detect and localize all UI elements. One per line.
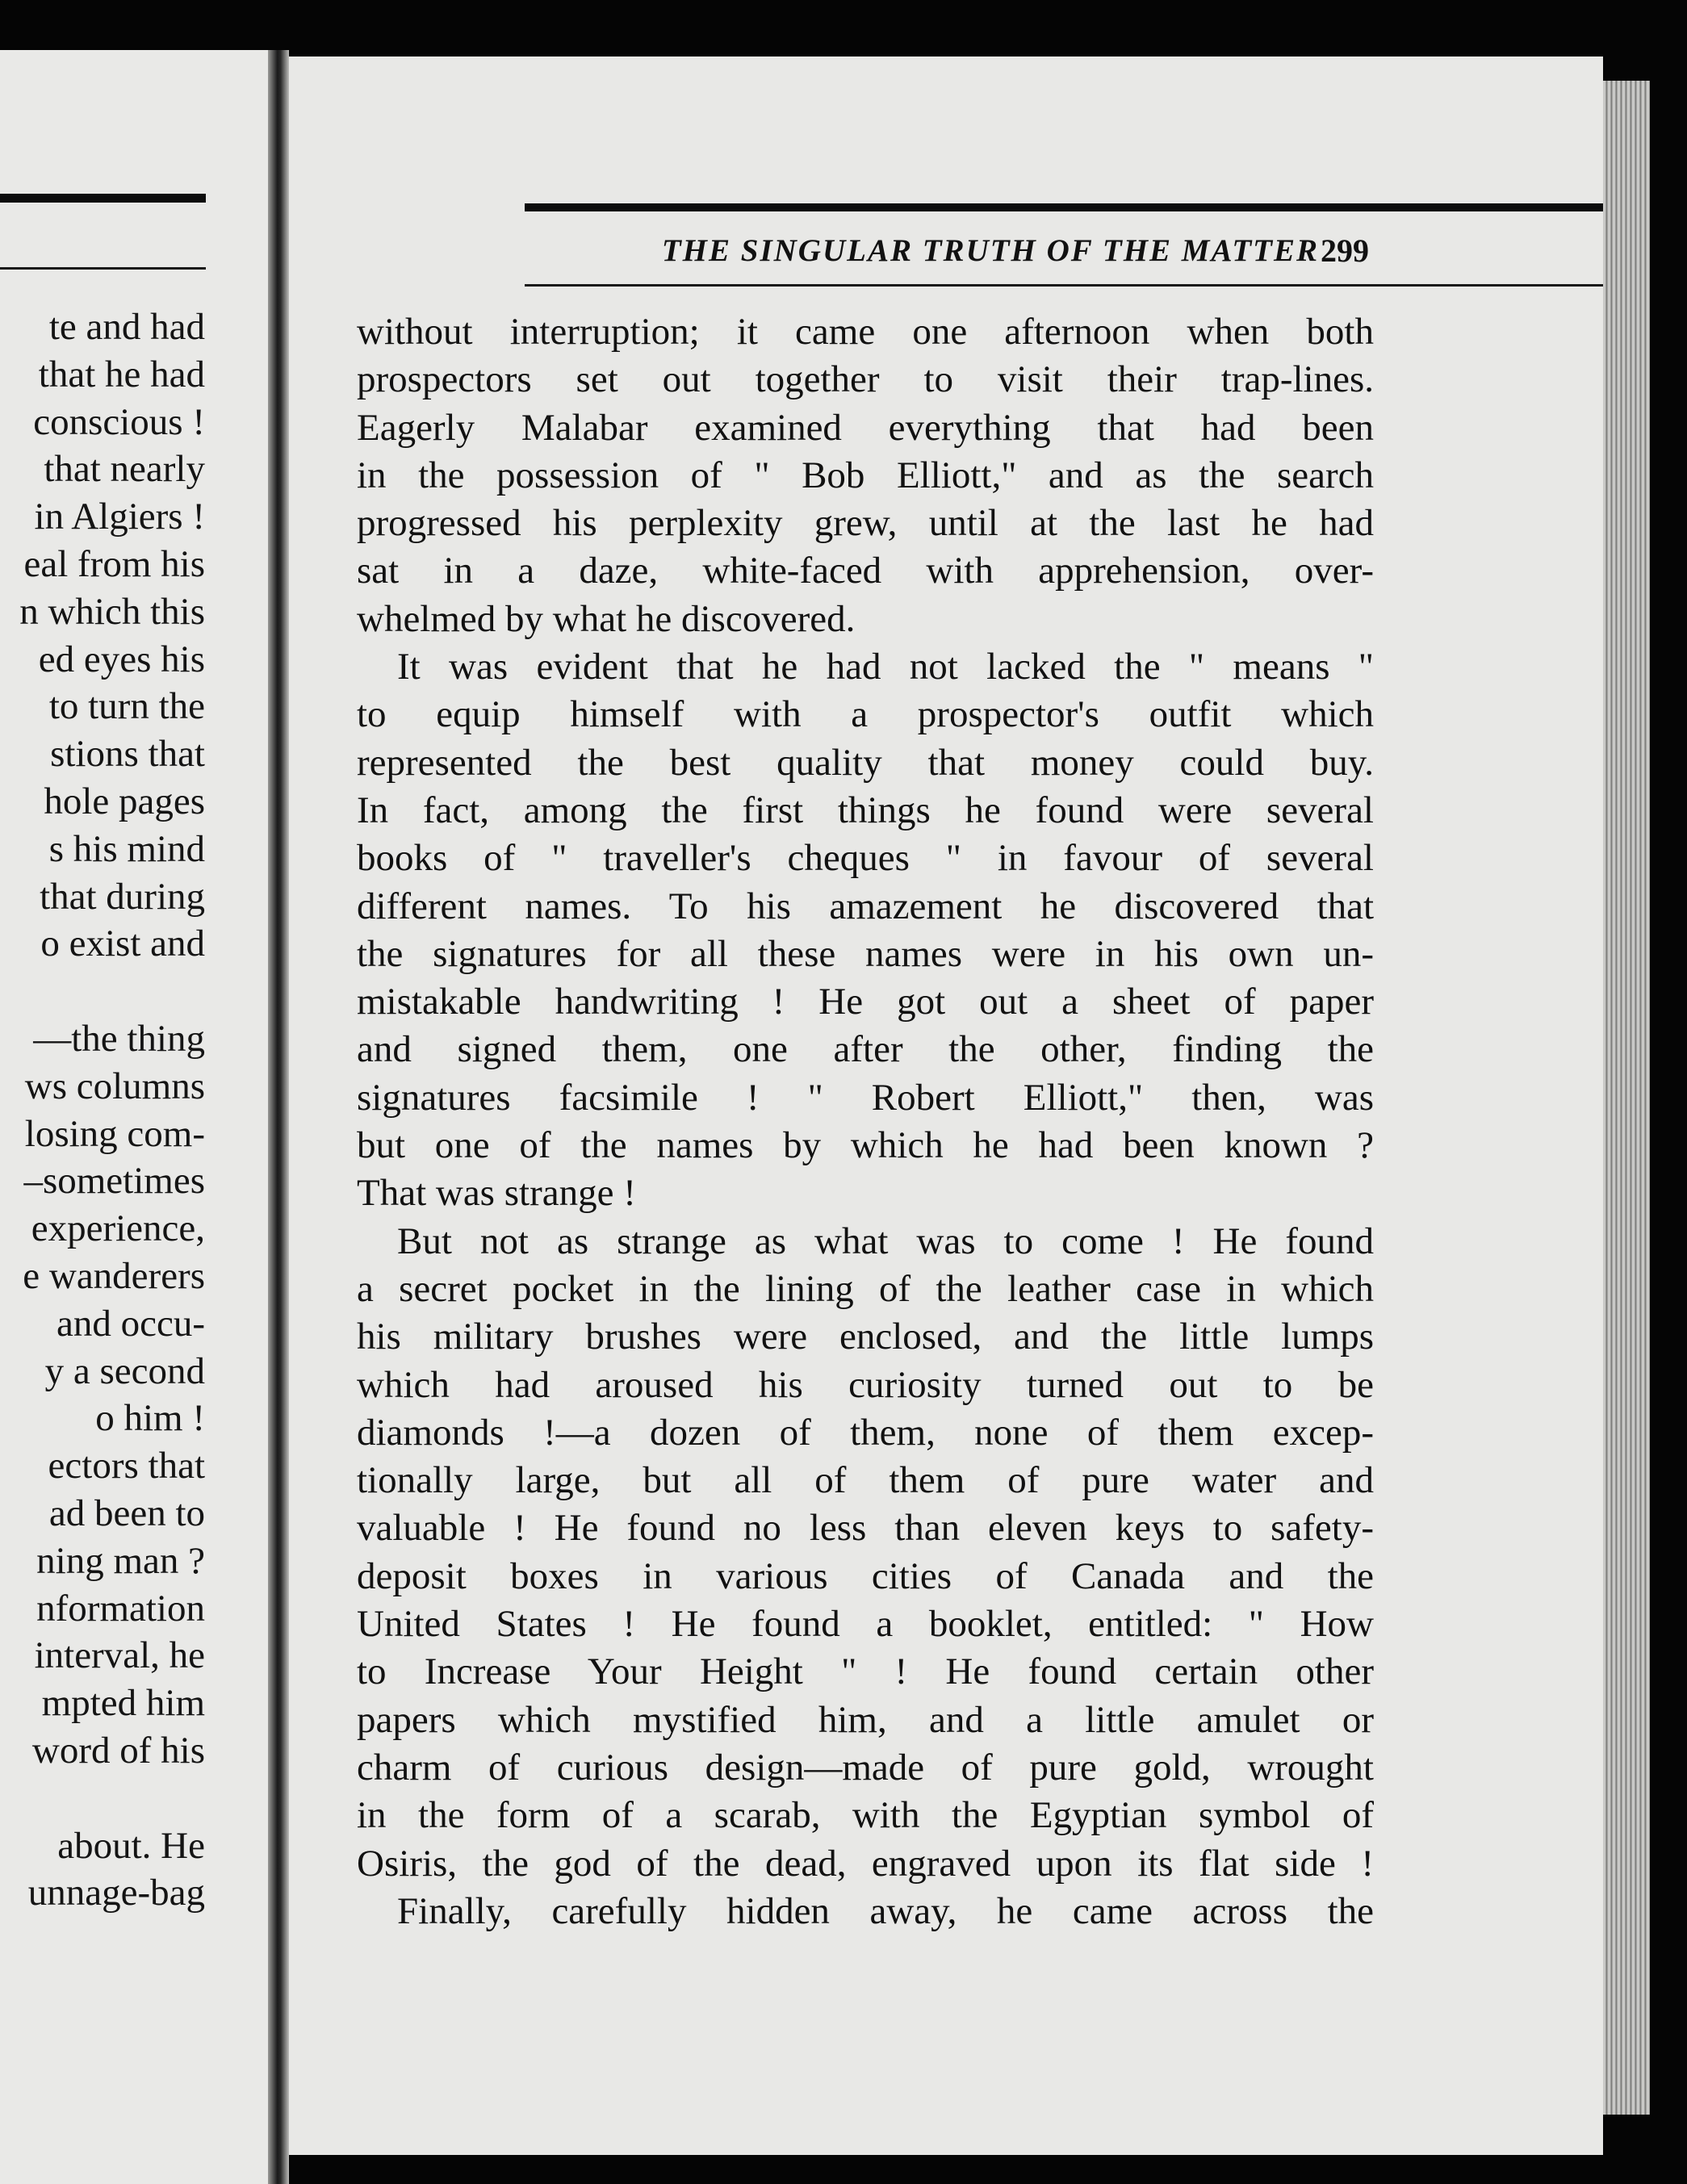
- header-rule-thick: [525, 203, 1603, 211]
- text-line: prospectors set out together to visit their trap-lines.: [357, 358, 1374, 401]
- text-line: books of " traveller's cheques " in favour of several: [357, 837, 1374, 880]
- text-line: te and had: [48, 306, 205, 348]
- text-line: ectors that: [48, 1445, 205, 1487]
- header-rule-thick: [0, 194, 206, 203]
- text-line: interval, he: [34, 1634, 205, 1677]
- text-line: but one of the names by which he had been known ?: [357, 1124, 1374, 1167]
- text-line: valuable ! He found no less than eleven keys to safety-: [357, 1507, 1374, 1550]
- text-line: Osiris, the god of the dead, engraved upon its flat side !: [357, 1842, 1374, 1885]
- text-line: eal from his: [23, 542, 205, 585]
- text-line: papers which mystified him, and a little amulet or: [357, 1698, 1374, 1741]
- text-line: ning man ?: [36, 1539, 205, 1582]
- text-line: about. He: [57, 1824, 205, 1867]
- text-line: sat in a daze, white-faced with apprehension, over-: [357, 550, 1374, 592]
- text-line: tionally large, but all of them of pure water and: [357, 1459, 1374, 1502]
- text-line: charm of curious design—made of pure gold, wrought: [357, 1746, 1374, 1789]
- text-line: Eagerly Malabar examined everything that had been: [357, 406, 1374, 449]
- facing-page-text: [0, 303, 205, 1917]
- text-line: progressed his perplexity grew, until at the last he had: [357, 502, 1374, 545]
- text-line: and signed them, one after the other, finding the: [357, 1028, 1374, 1071]
- text-line: the signatures for all these names were in his own un-: [357, 932, 1374, 975]
- text-line: United States ! He found a booklet, entitled: " How: [357, 1603, 1374, 1646]
- text-line: in the possession of " Bob Elliott," and as the search: [357, 454, 1374, 496]
- text-line: e wanderers: [23, 1254, 205, 1297]
- text-line: But not as strange as what was to come ! He found: [397, 1220, 1374, 1262]
- body-text: [357, 308, 1374, 1935]
- text-line: o him !: [95, 1397, 205, 1440]
- book-gutter: [268, 50, 289, 2184]
- text-line: to turn the: [48, 685, 205, 728]
- text-line: stions that: [50, 733, 205, 776]
- facing-page: [0, 50, 268, 2184]
- text-line: —the thing: [33, 1017, 205, 1060]
- text-line: s his mind: [48, 827, 205, 870]
- text-line: to equip himself with a prospector's outfit which: [357, 693, 1374, 736]
- text-line: diamonds !—a dozen of them, none of them excep-: [357, 1411, 1374, 1454]
- text-line: to Increase Your Height " ! He found certain other: [357, 1651, 1374, 1693]
- text-line: represented the best quality that money could buy.: [357, 741, 1374, 784]
- header-rule-thin: [0, 267, 206, 270]
- text-line: o exist and: [40, 923, 205, 965]
- text-line: in the form of a scarab, with the Egyptian symbol of: [357, 1794, 1374, 1837]
- text-line: In fact, among the first things he found were several: [357, 789, 1374, 831]
- text-line: his military brushes were enclosed, and the little lumps: [357, 1316, 1374, 1358]
- text-line: experience,: [31, 1207, 205, 1250]
- text-line: ad been to: [48, 1492, 205, 1534]
- text-line: that during: [40, 875, 205, 918]
- text-line: –sometimes: [23, 1160, 205, 1203]
- text-line: that he had: [38, 353, 205, 395]
- page-edge: [1603, 81, 1650, 2115]
- text-line: a secret pocket in the lining of the leather case in which: [357, 1267, 1374, 1310]
- text-line: mistakable handwriting ! He got out a sheet of paper: [357, 981, 1374, 1023]
- text-line: without interruption; it came one afternoon when both: [357, 311, 1374, 353]
- text-line: losing com-: [24, 1112, 205, 1155]
- text-line: which had aroused his curiosity turned out to be: [357, 1363, 1374, 1406]
- text-line: It was evident that he had not lacked the " means ": [397, 646, 1374, 688]
- page-number: 299: [1321, 232, 1369, 269]
- text-line: [0, 1775, 205, 1822]
- text-line: ws columns: [24, 1065, 205, 1107]
- text-line: signatures facsimile ! " Robert Elliott," then, was: [357, 1076, 1374, 1119]
- book-page: [289, 56, 1603, 2155]
- text-line: ed eyes his: [38, 638, 205, 680]
- text-line: nformation: [36, 1587, 205, 1630]
- text-line: That was strange !: [357, 1172, 636, 1215]
- text-line: that nearly: [44, 448, 205, 491]
- header-rule-thin: [525, 284, 1603, 287]
- text-line: conscious !: [33, 400, 205, 443]
- text-line: hole pages: [44, 780, 205, 822]
- text-line: mpted him: [41, 1682, 205, 1725]
- text-line: in Algiers !: [34, 496, 205, 538]
- text-line: [0, 968, 205, 1015]
- text-line: whelmed by what he discovered.: [357, 597, 856, 640]
- text-line: deposit boxes in various cities of Canada and the: [357, 1554, 1374, 1597]
- text-line: Finally, carefully hidden away, he came across the: [397, 1889, 1374, 1932]
- running-title: THE SINGULAR TRUTH OF THE MATTER: [661, 233, 1319, 268]
- text-line: different names. To his amazement he discovered that: [357, 885, 1374, 927]
- text-line: n which this: [19, 590, 205, 633]
- text-line: y a second: [44, 1349, 205, 1392]
- text-line: and occu-: [57, 1302, 205, 1345]
- text-line: word of his: [31, 1729, 205, 1772]
- text-line: unnage-bag: [27, 1872, 205, 1914]
